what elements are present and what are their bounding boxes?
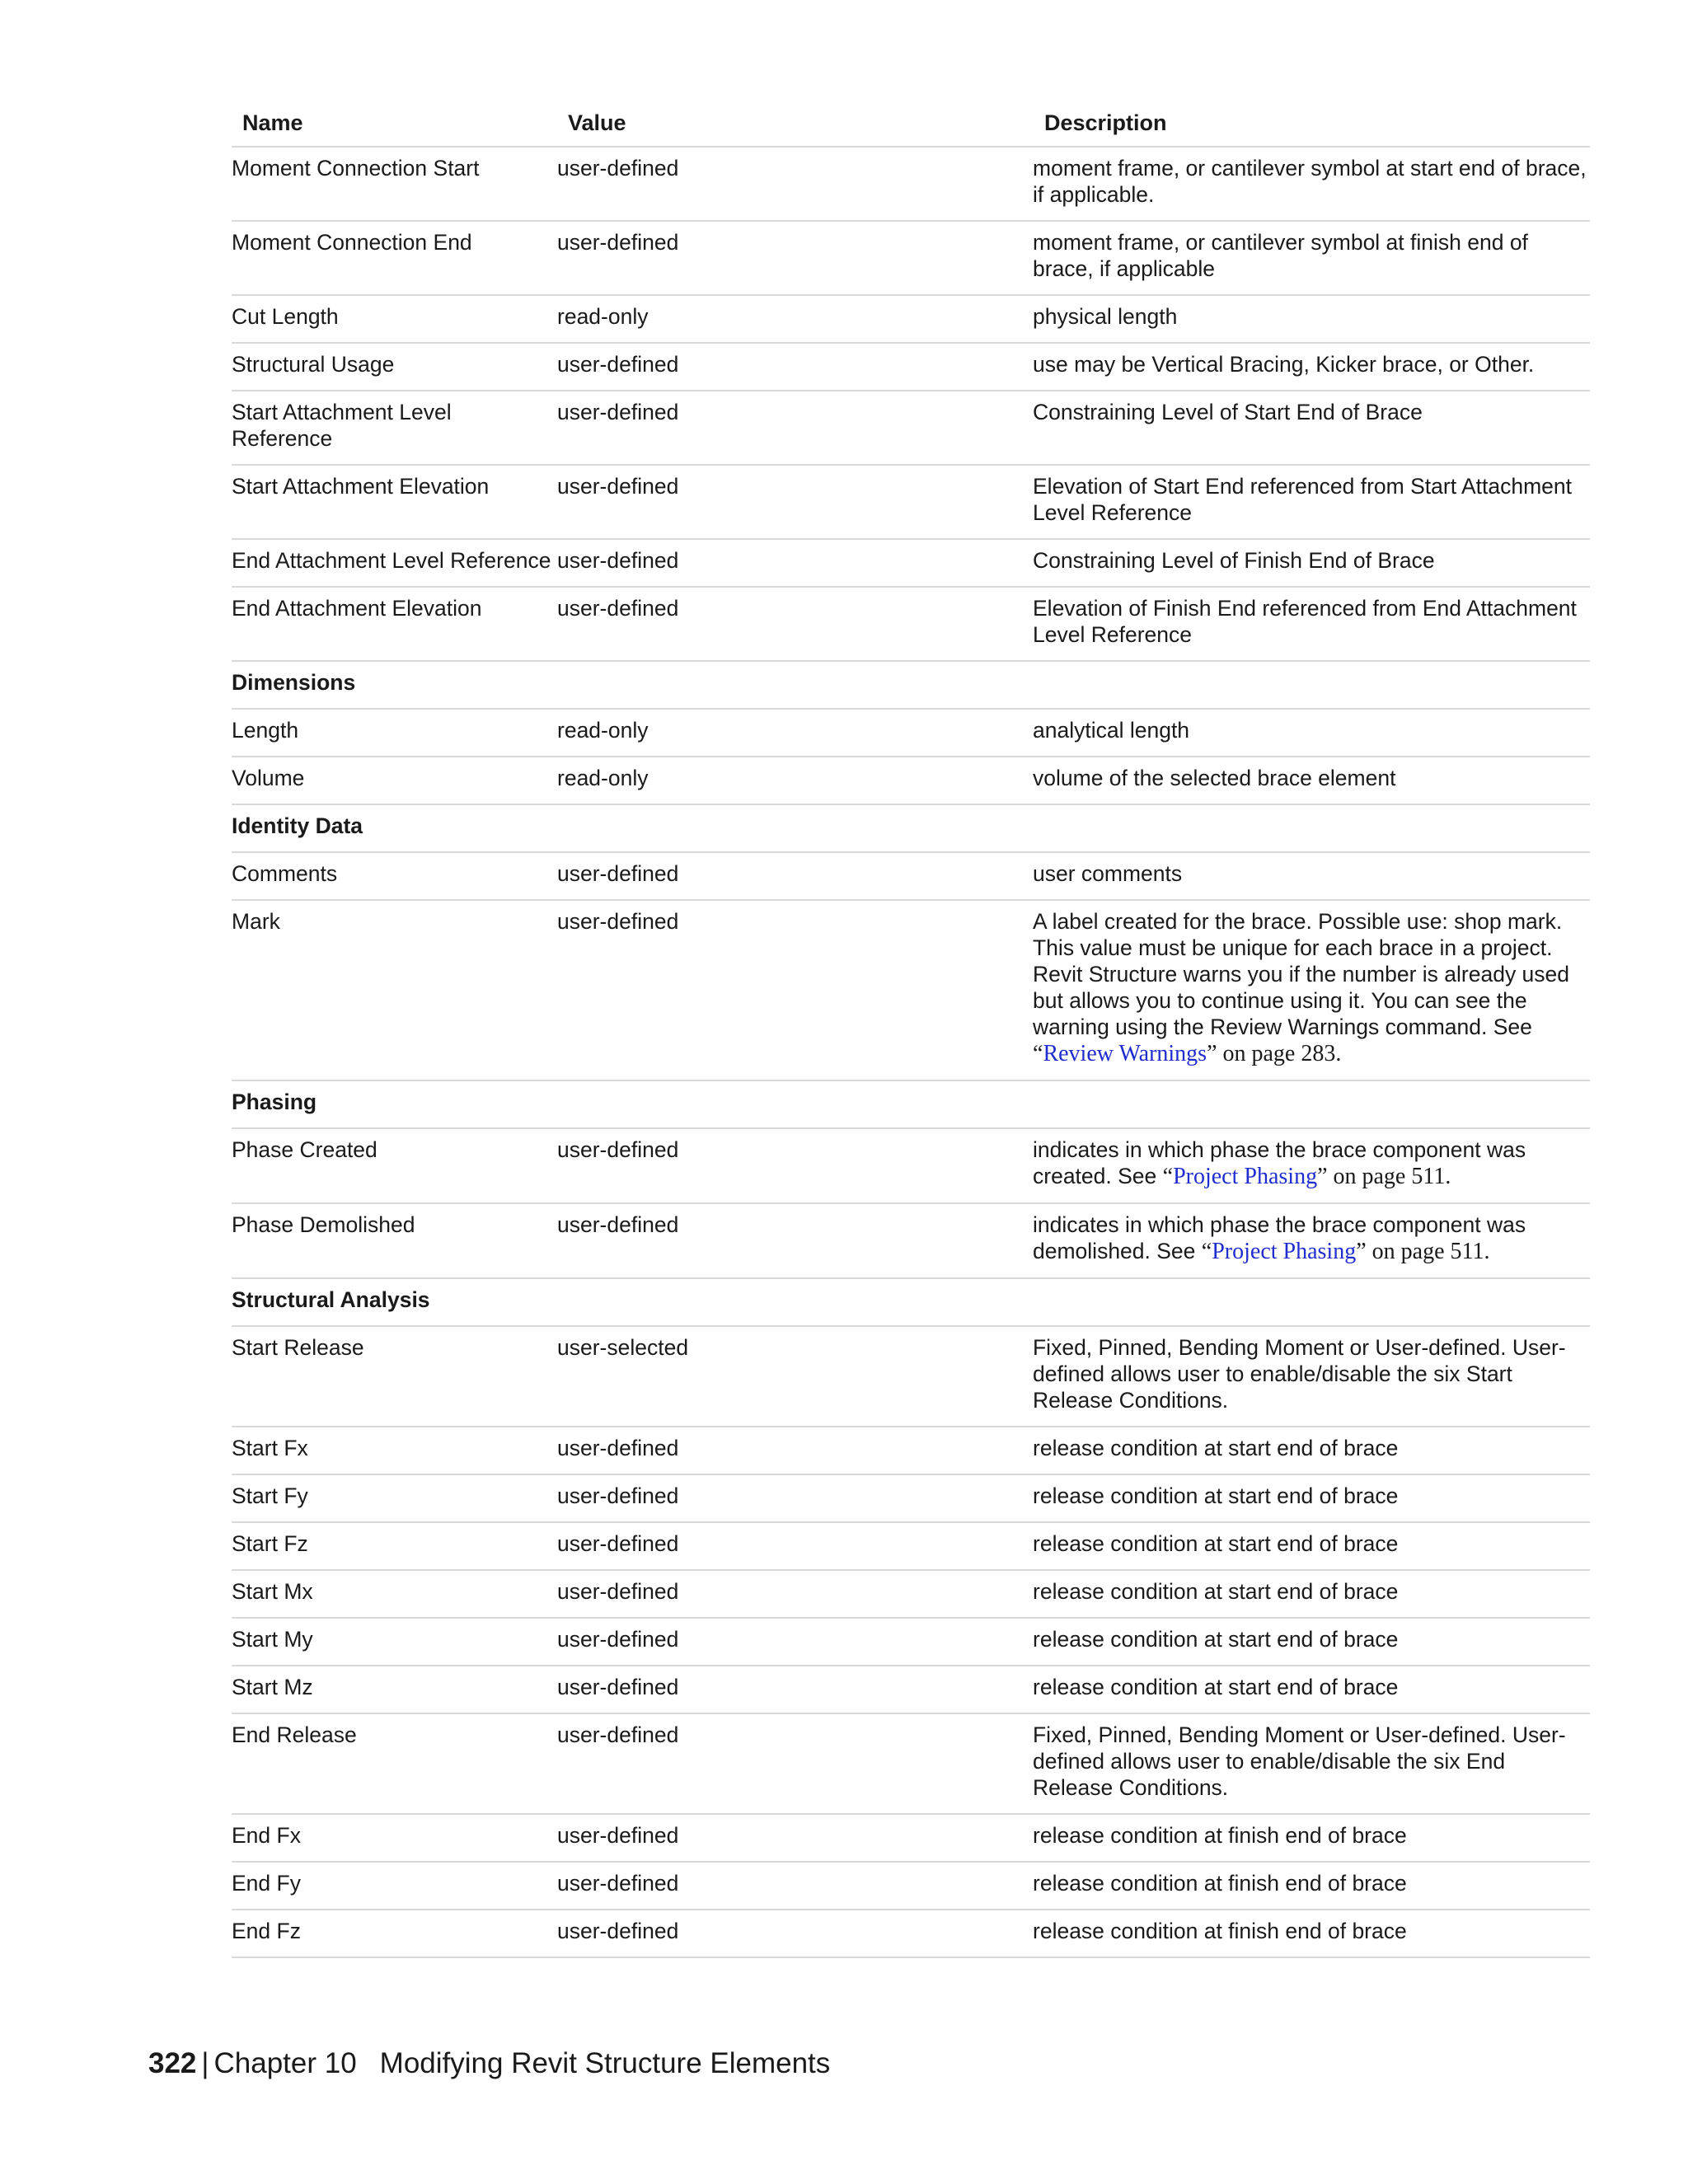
footer-separator: | xyxy=(201,2047,209,2079)
param-description xyxy=(1033,1474,1590,1522)
param-name: Start Attachment Level Reference xyxy=(232,391,557,465)
parameter-table xyxy=(232,101,1590,1958)
chapter-title: Modifying Revit Structure Elements xyxy=(379,2047,831,2079)
param-description xyxy=(1033,852,1590,900)
description-text: Elevation of Finish End referenced from End Attachment Level Reference xyxy=(1033,596,1577,647)
param-description xyxy=(1033,1522,1590,1570)
description-text: analytical length xyxy=(1033,718,1190,743)
description-text: indicates in which phase the brace component was demolished. See xyxy=(1033,1212,1526,1263)
param-value: read-only xyxy=(557,757,1033,804)
header-row xyxy=(232,101,1590,147)
param-name: Start Mx xyxy=(232,1570,557,1618)
table-row xyxy=(232,852,1590,900)
param-name: End Fx xyxy=(232,1814,557,1862)
table-row xyxy=(232,1474,1590,1522)
param-name: Moment Connection Start xyxy=(232,147,557,221)
table-row xyxy=(232,1910,1590,1957)
param-value: user-defined xyxy=(557,1862,1033,1910)
description-text: physical length xyxy=(1033,304,1178,329)
section-heading: Structural Analysis xyxy=(232,1278,1590,1326)
header-description: Description xyxy=(1033,101,1590,147)
description-text: indicates in which phase the brace component was created. See xyxy=(1033,1137,1526,1188)
param-value: user-defined xyxy=(557,1128,1033,1203)
description-text: Constraining Level of Start End of Brace xyxy=(1033,400,1423,424)
table-row xyxy=(232,1862,1590,1910)
description-text: “ xyxy=(1201,1239,1212,1264)
description-text: release condition at finish end of brace xyxy=(1033,1919,1407,1943)
param-description xyxy=(1033,1128,1590,1203)
param-value: user-defined xyxy=(557,1203,1033,1278)
param-value: user-defined xyxy=(557,1713,1033,1814)
table-header xyxy=(232,101,1590,147)
param-description xyxy=(1033,1862,1590,1910)
table-row xyxy=(232,900,1590,1080)
param-value: user-defined xyxy=(557,539,1033,587)
table-row xyxy=(232,465,1590,539)
param-name: Length xyxy=(232,709,557,757)
param-name: Phase Created xyxy=(232,1128,557,1203)
param-description xyxy=(1033,900,1590,1080)
param-name: Start Mz xyxy=(232,1666,557,1713)
table-row xyxy=(232,1713,1590,1814)
param-description xyxy=(1033,1427,1590,1474)
table-row xyxy=(232,1666,1590,1713)
description-text: use may be Vertical Bracing, Kicker brace, or Other. xyxy=(1033,352,1535,377)
table-row xyxy=(232,1203,1590,1278)
param-name: Cut Length xyxy=(232,295,557,343)
param-description xyxy=(1033,391,1590,465)
param-name: Start My xyxy=(232,1618,557,1666)
param-name: End Attachment Elevation xyxy=(232,587,557,661)
table-row xyxy=(232,1326,1590,1427)
param-value: user-defined xyxy=(557,587,1033,661)
header-value: Value xyxy=(557,101,1033,147)
param-name: Comments xyxy=(232,852,557,900)
param-value: user-defined xyxy=(557,1618,1033,1666)
param-description xyxy=(1033,1203,1590,1278)
table-row xyxy=(232,587,1590,661)
table-row xyxy=(232,709,1590,757)
param-value: user-defined xyxy=(557,900,1033,1080)
section-row xyxy=(232,804,1590,852)
param-description xyxy=(1033,1814,1590,1862)
description-text: A label created for the brace. Possible use: shop mark. This value must be unique for each brace in a project. Revit Structure warns you if the number is already used but allows you to continue using it. You can see the warning using the Review Warnings command. See xyxy=(1033,909,1570,1039)
param-name: Moment Connection End xyxy=(232,221,557,295)
description-text: “ xyxy=(1162,1164,1174,1189)
param-name: End Fy xyxy=(232,1862,557,1910)
table-row xyxy=(232,147,1590,221)
param-name: Volume xyxy=(232,757,557,804)
param-value: user-defined xyxy=(557,1427,1033,1474)
param-description xyxy=(1033,295,1590,343)
param-name: Start Attachment Elevation xyxy=(232,465,557,539)
param-value: user-defined xyxy=(557,1910,1033,1957)
table-row xyxy=(232,539,1590,587)
param-description xyxy=(1033,1910,1590,1957)
param-value: user-defined xyxy=(557,852,1033,900)
description-text: Fixed, Pinned, Bending Moment or User-defined. User-defined allows user to enable/disable the six Start Release Conditions. xyxy=(1033,1335,1566,1413)
section-row xyxy=(232,1278,1590,1326)
chapter-label: Chapter 10 xyxy=(213,2047,357,2079)
param-description xyxy=(1033,343,1590,391)
description-text: Fixed, Pinned, Bending Moment or User-defined. User-defined allows user to enable/disable the six End Release Conditions. xyxy=(1033,1722,1566,1800)
param-description xyxy=(1033,147,1590,221)
description-text: volume of the selected brace element xyxy=(1033,766,1396,790)
table-row xyxy=(232,1618,1590,1666)
table-row xyxy=(232,1128,1590,1203)
table-row xyxy=(232,295,1590,343)
table-row xyxy=(232,391,1590,465)
table-body xyxy=(232,147,1590,1957)
description-text: release condition at finish end of brace xyxy=(1033,1871,1407,1896)
param-value: user-defined xyxy=(557,147,1033,221)
param-name: Mark xyxy=(232,900,557,1080)
cross-reference-link[interactable]: Project Phasing xyxy=(1212,1239,1357,1264)
param-description xyxy=(1033,465,1590,539)
param-name: End Release xyxy=(232,1713,557,1814)
param-name: Start Release xyxy=(232,1326,557,1427)
param-value: user-defined xyxy=(557,1570,1033,1618)
param-name: Start Fx xyxy=(232,1427,557,1474)
description-text: release condition at start end of brace xyxy=(1033,1627,1399,1652)
description-text: user comments xyxy=(1033,861,1183,886)
table-row xyxy=(232,1814,1590,1862)
table-row xyxy=(232,343,1590,391)
param-value: user-defined xyxy=(557,1474,1033,1522)
cross-reference-link[interactable]: Project Phasing xyxy=(1173,1164,1318,1189)
description-text: ” on page 283. xyxy=(1207,1041,1342,1066)
description-text: moment frame, or cantilever symbol at start end of brace, if applicable. xyxy=(1033,156,1587,207)
param-description xyxy=(1033,587,1590,661)
description-text: release condition at start end of brace xyxy=(1033,1483,1399,1508)
param-description xyxy=(1033,757,1590,804)
table-row xyxy=(232,1427,1590,1474)
param-description xyxy=(1033,1713,1590,1814)
table-row xyxy=(232,757,1590,804)
page-number: 322 xyxy=(148,2047,197,2079)
section-heading: Dimensions xyxy=(232,661,1590,709)
description-text: release condition at start end of brace xyxy=(1033,1436,1399,1460)
param-description xyxy=(1033,1666,1590,1713)
table-row xyxy=(232,1522,1590,1570)
param-description xyxy=(1033,1570,1590,1618)
table-row xyxy=(232,221,1590,295)
description-text: “ xyxy=(1033,1041,1043,1066)
param-name: Structural Usage xyxy=(232,343,557,391)
param-description xyxy=(1033,1618,1590,1666)
section-row xyxy=(232,1080,1590,1128)
description-text: moment frame, or cantilever symbol at finish end of brace, if applicable xyxy=(1033,230,1528,281)
param-description xyxy=(1033,539,1590,587)
section-heading: Phasing xyxy=(232,1080,1590,1128)
param-name: Start Fy xyxy=(232,1474,557,1522)
description-text: release condition at finish end of brace xyxy=(1033,1823,1407,1848)
param-value: user-defined xyxy=(557,391,1033,465)
description-text: release condition at start end of brace xyxy=(1033,1675,1399,1699)
description-text: Elevation of Start End referenced from Start Attachment Level Reference xyxy=(1033,474,1572,525)
param-value: read-only xyxy=(557,709,1033,757)
description-text: Constraining Level of Finish End of Brace xyxy=(1033,548,1435,573)
param-description xyxy=(1033,1326,1590,1427)
header-name: Name xyxy=(232,101,557,147)
param-value: user-defined xyxy=(557,465,1033,539)
param-name: Phase Demolished xyxy=(232,1203,557,1278)
param-name: End Fz xyxy=(232,1910,557,1957)
param-value: user-defined xyxy=(557,221,1033,295)
page-footer xyxy=(148,2047,830,2080)
section-heading: Identity Data xyxy=(232,804,1590,852)
param-name: End Attachment Level Reference xyxy=(232,539,557,587)
description-text: release condition at start end of brace xyxy=(1033,1579,1399,1604)
section-row xyxy=(232,661,1590,709)
table-row xyxy=(232,1570,1590,1618)
param-value: user-defined xyxy=(557,1814,1033,1862)
param-name: Start Fz xyxy=(232,1522,557,1570)
param-description xyxy=(1033,709,1590,757)
param-value: user-defined xyxy=(557,1522,1033,1570)
param-value: user-defined xyxy=(557,1666,1033,1713)
description-text: release condition at start end of brace xyxy=(1033,1531,1399,1556)
description-text: ” on page 511. xyxy=(1356,1239,1490,1264)
param-value: read-only xyxy=(557,295,1033,343)
cross-reference-link[interactable]: Review Warnings xyxy=(1043,1041,1207,1066)
param-value: user-defined xyxy=(557,343,1033,391)
param-description xyxy=(1033,221,1590,295)
description-text: ” on page 511. xyxy=(1317,1164,1451,1189)
param-value: user-selected xyxy=(557,1326,1033,1427)
